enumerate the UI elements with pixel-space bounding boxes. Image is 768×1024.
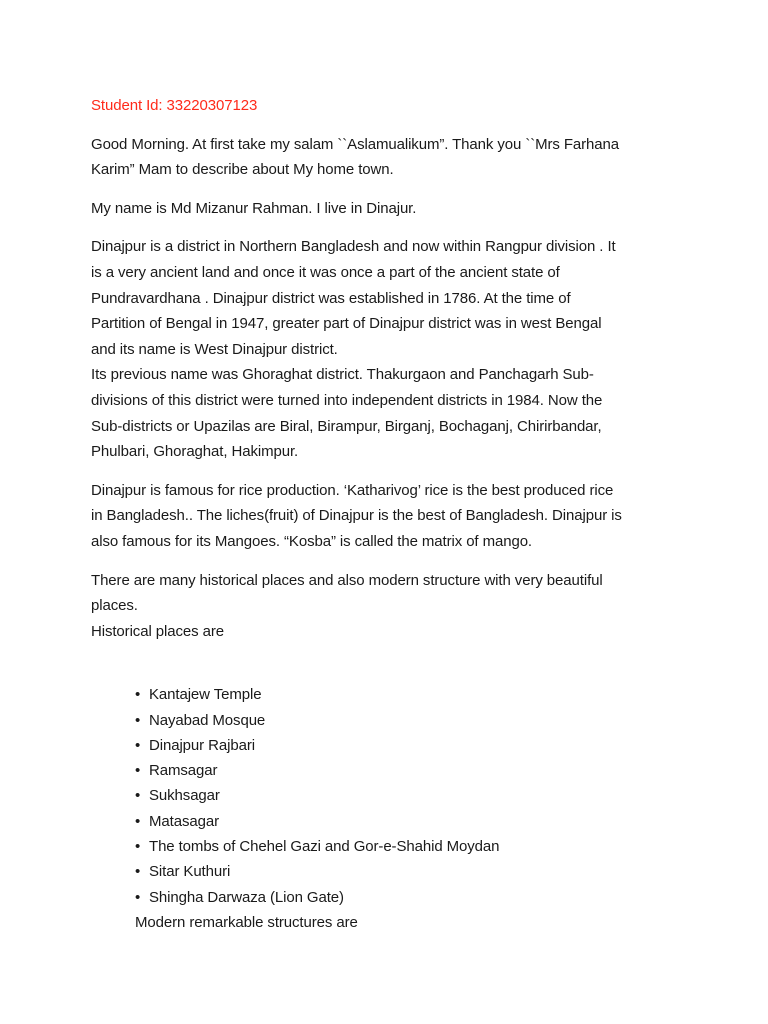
list-item-label: Nayabad Mosque [149, 711, 266, 729]
student-id: Student Id: 33220307123 [91, 97, 258, 114]
intro-paragraph [91, 196, 691, 222]
bullet-icon: • [135, 736, 141, 754]
list-item [135, 733, 691, 758]
list-item-label: Shingha Darwaza (Lion Gate) [149, 888, 344, 906]
historical-places-heading: Historical places are [91, 622, 224, 640]
bullet-icon: • [135, 838, 141, 856]
text-line: Phulbari, Ghoraghat, Hakimpur. [91, 443, 299, 461]
text-line: Good Morning. At first take my salam ``Aslamualikum”. Thank you ``Mrs Farhana [91, 135, 620, 153]
text-line: Dinajpur is a district in Northern Bangladesh and now within Rangpur division . It [91, 238, 616, 256]
list-item-label: Sitar Kuthuri [149, 863, 231, 881]
places-paragraph [91, 568, 691, 645]
list-item-label: Sukhsagar [149, 787, 220, 805]
text-line: places. [91, 597, 138, 615]
text-line: Sub-districts or Upazilas are Biral, Birampur, Birganj, Bochaganj, Chirirbandar, [91, 417, 602, 435]
list-item-label: The tombs of Chehel Gazi and Gor-e-Shahid Moydan [149, 838, 500, 856]
list-item [135, 809, 691, 834]
text-line: Karim” Mam to describe about My home town. [91, 161, 394, 179]
text-line: Pundravardhana . Dinajpur district was established in 1786. At the time of [91, 289, 571, 307]
text-line: also famous for its Mangoes. “Kosba” is called the matrix of mango. [91, 532, 533, 550]
bullet-icon: • [135, 711, 141, 729]
modern-structures-heading: Modern remarkable structures are [135, 913, 358, 931]
district-paragraph [91, 234, 691, 464]
text-line: There are many historical places and also modern structure with very beautiful [91, 571, 603, 589]
list-item-label: Matasagar [149, 812, 219, 830]
list-item-label: Kantajew Temple [149, 686, 262, 704]
greeting-paragraph [91, 132, 691, 183]
text-line: and its name is West Dinajpur district. [91, 340, 338, 358]
list-item [135, 758, 691, 783]
bullet-icon: • [135, 863, 141, 881]
list-item-label: Ramsagar [149, 762, 218, 780]
list-item [135, 885, 691, 910]
list-item-label: Dinajpur Rajbari [149, 736, 255, 754]
list-item [135, 859, 691, 884]
text-line: in Bangladesh.. The liches(fruit) of Dinajpur is the best of Bangladesh. Dinajpur is [91, 507, 622, 525]
text-line: divisions of this district were turned into independent districts in 1984. Now the [91, 391, 603, 409]
list-item [135, 682, 691, 707]
bullet-icon: • [135, 888, 141, 906]
text-line: Dinajpur is famous for rice production. ‘Katharivog’ rice is the best produced rice [91, 481, 614, 499]
bullet-icon: • [135, 787, 141, 805]
spacer [91, 644, 691, 682]
document-body [91, 93, 691, 936]
list-item [135, 783, 691, 808]
bullet-icon: • [135, 812, 141, 830]
text-line: is a very ancient land and once it was once a part of the ancient state of [91, 263, 560, 281]
text-line: My name is Md Mizanur Rahman. I live in Dinajur. [91, 199, 417, 217]
text-line: Partition of Bengal in 1947, greater part of Dinajpur district was in west Bengal [91, 315, 602, 333]
historical-places-list [91, 682, 691, 910]
bullet-icon: • [135, 686, 141, 704]
bullet-icon: • [135, 762, 141, 780]
text-line: Its previous name was Ghoraghat district. Thakurgaon and Panchagarh Sub- [91, 366, 594, 384]
list-item [135, 708, 691, 733]
list-item [135, 834, 691, 859]
famous-paragraph [91, 478, 691, 555]
